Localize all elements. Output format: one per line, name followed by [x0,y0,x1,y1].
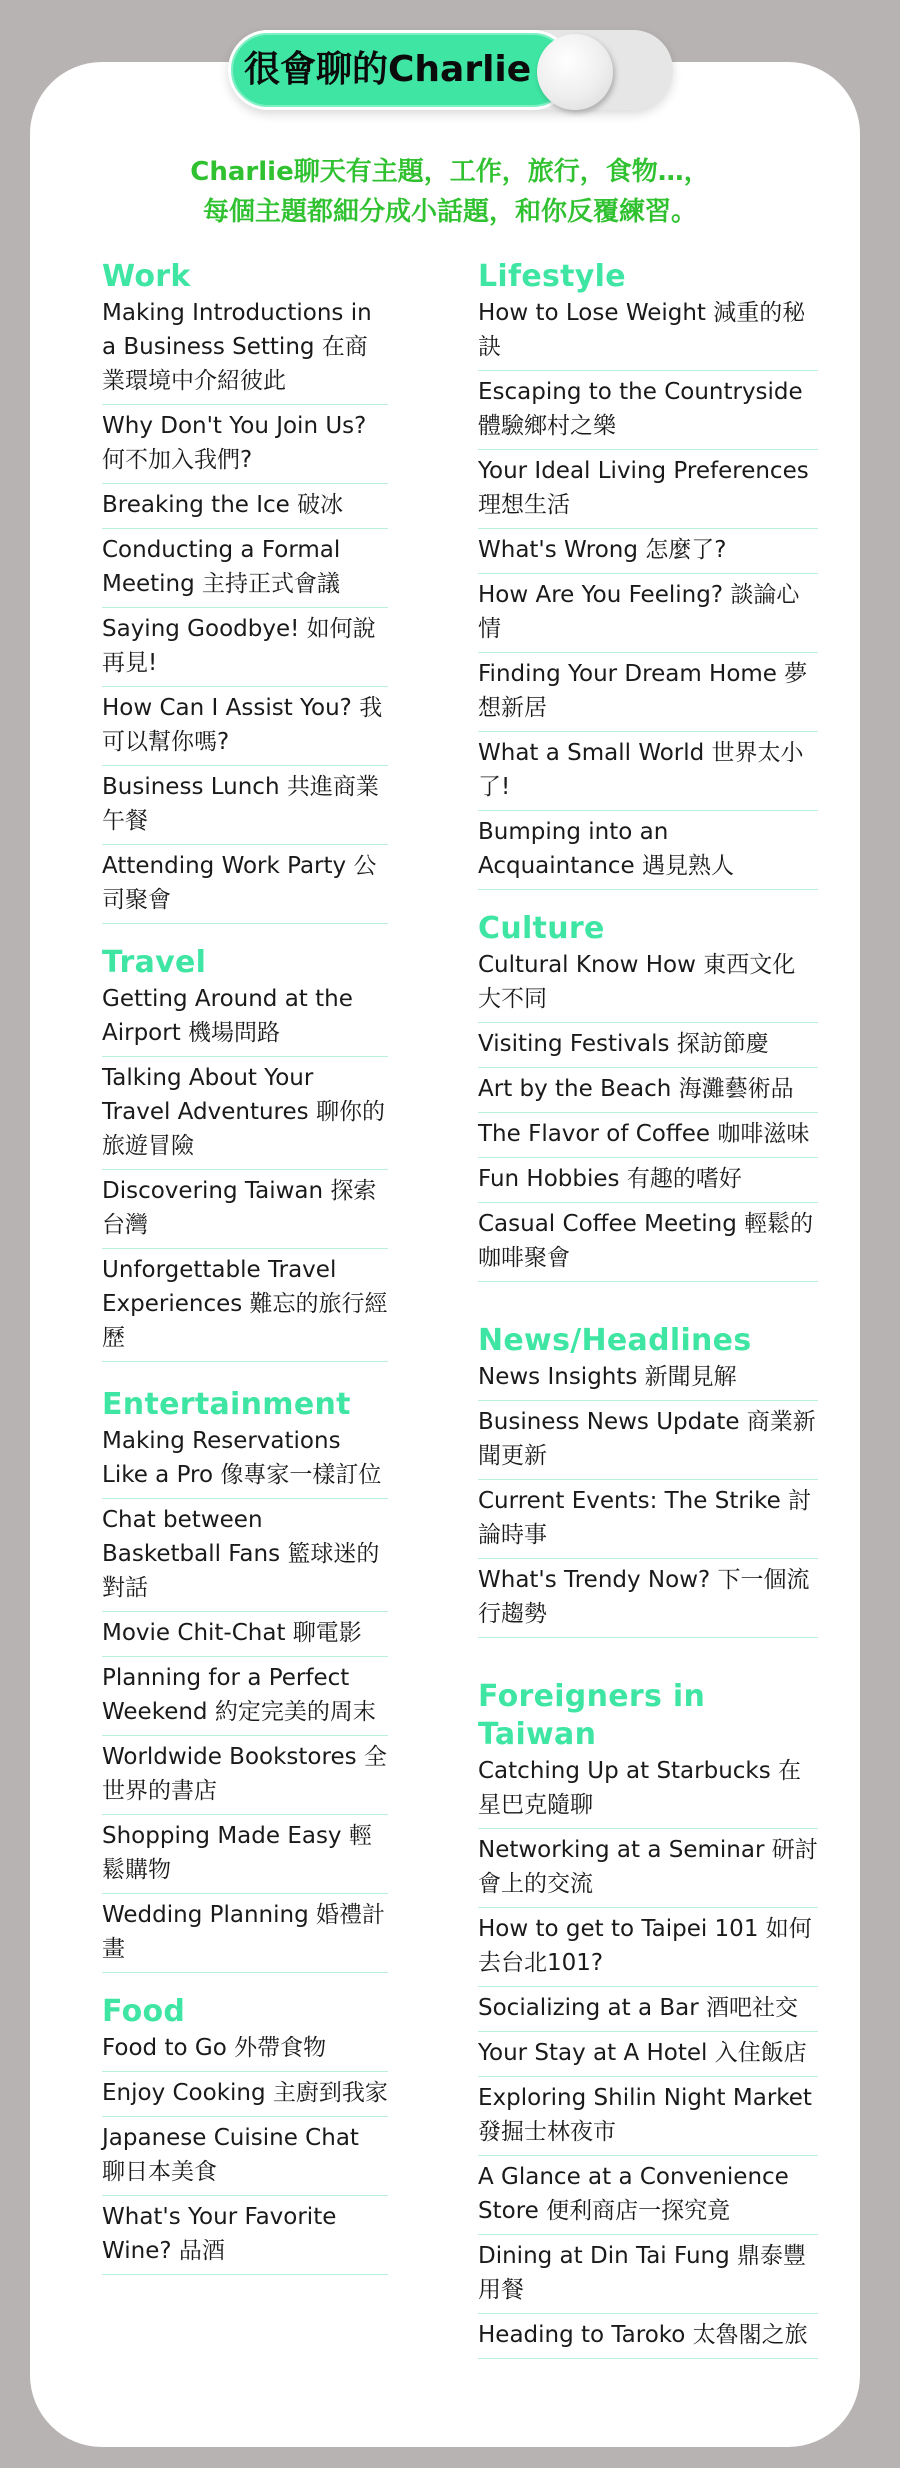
section-entertainment [102,1386,388,1973]
topic-item[interactable]: Enjoy Cooking 主廚到我家 [102,2072,388,2117]
topic-item[interactable]: Shopping Made Easy 輕鬆購物 [102,1815,388,1894]
topic-item[interactable]: What's Trendy Now? 下一個流行趨勢 [478,1559,818,1638]
section-title: Food [102,1994,186,2029]
section-title: Culture [478,911,605,946]
topic-item[interactable]: How Can I Assist You? 我可以幫你嗎? [102,687,388,766]
topic-item[interactable]: Catching Up at Starbucks 在星巴克隨聊 [478,1754,818,1829]
topic-item[interactable]: A Glance at a Convenience Store 便利商店一探究竟 [478,2156,818,2235]
topic-item[interactable]: What's Your Favorite Wine? 品酒 [102,2196,388,2275]
right-column [478,258,818,2373]
topic-item[interactable]: Business Lunch 共進商業午餐 [102,766,388,845]
section-title: Entertainment [102,1387,351,1422]
topic-item[interactable]: Heading to Taroko 太魯閣之旅 [478,2314,818,2359]
topic-item[interactable]: Your Stay at A Hotel 入住飯店 [478,2032,818,2077]
topic-item[interactable]: Business News Update 商業新聞更新 [478,1401,818,1480]
left-column [102,258,388,2289]
section-title: Lifestyle [478,259,626,294]
topic-item[interactable]: Discovering Taiwan 探索台灣 [102,1170,388,1249]
section-title: Travel [102,945,207,980]
topic-item[interactable]: Breaking the Ice 破冰 [102,484,388,529]
topic-item[interactable]: Wedding Planning 婚禮計畫 [102,1894,388,1973]
section-lifestyle [478,258,818,890]
topic-item[interactable]: Exploring Shilin Night Market 發掘士林夜市 [478,2077,818,2156]
topic-item[interactable]: Getting Around at the Airport 機場問路 [102,982,388,1057]
section-culture [478,910,818,1282]
section-work [102,258,388,924]
topic-item[interactable]: Talking About Your Travel Adventures 聊你的旅遊冒險 [102,1057,388,1170]
toggle-knob [537,34,613,110]
topic-item[interactable]: Movie Chit-Chat 聊電影 [102,1612,388,1657]
section-title: Foreigners in Taiwan [478,1679,706,1752]
topic-item[interactable]: Dining at Din Tai Fung 鼎泰豐用餐 [478,2235,818,2314]
topic-item[interactable]: Planning for a Perfect Weekend 約定完美的周末 [102,1657,388,1736]
section-title: News/Headlines [478,1323,752,1358]
topic-item[interactable]: The Flavor of Coffee 咖啡滋味 [478,1113,818,1158]
topic-item[interactable]: Cultural Know How 東西文化大不同 [478,948,818,1023]
topic-item[interactable]: Networking at a Seminar 研討會上的交流 [478,1829,818,1908]
topic-item[interactable]: Conducting a Formal Meeting 主持正式會議 [102,529,388,608]
topic-item[interactable]: What's Wrong 怎麼了? [478,529,818,574]
intro-line-2: 每個主題都細分成小話題，和你反覆練習。 [202,197,697,227]
page-title: 很會聊的Charlie [244,49,532,90]
topic-item[interactable]: Fun Hobbies 有趣的嗜好 [478,1158,818,1203]
topic-item[interactable]: What a Small World 世界太小了! [478,732,818,811]
section-title: Work [102,259,191,294]
topic-item[interactable]: Saying Goodbye! 如何說再見! [102,608,388,687]
topic-item[interactable]: How Are You Feeling? 談論心情 [478,574,818,653]
topic-item[interactable]: Why Don't You Join Us? 何不加入我們? [102,405,388,484]
topic-item[interactable]: Your Ideal Living Preferences 理想生活 [478,450,818,529]
section-travel [102,944,388,1362]
topic-item[interactable]: Art by the Beach 海灘藝術品 [478,1068,818,1113]
section-food [102,1993,388,2275]
topic-item[interactable]: Japanese Cuisine Chat 聊日本美食 [102,2117,388,2196]
section-news-headlines [478,1322,818,1638]
topic-item[interactable]: Visiting Festivals 探訪節慶 [478,1023,818,1068]
topic-item[interactable]: Escaping to the Countryside 體驗鄉村之樂 [478,371,818,450]
topic-item[interactable]: Current Events: The Strike 討論時事 [478,1480,818,1559]
topic-item[interactable]: Attending Work Party 公司聚會 [102,845,388,924]
topic-item[interactable]: How to Lose Weight 減重的秘訣 [478,296,818,371]
topic-item[interactable]: Bumping into an Acquaintance 遇見熟人 [478,811,818,890]
topic-item[interactable]: How to get to Taipei 101 如何去台北101? [478,1908,818,1987]
topic-item[interactable]: Making Reservations Like a Pro 像專家一樣訂位 [102,1424,388,1499]
topic-item[interactable]: Socializing at a Bar 酒吧社交 [478,1987,818,2032]
topic-item[interactable]: Worldwide Bookstores 全世界的書店 [102,1736,388,1815]
topic-item[interactable]: News Insights 新聞見解 [478,1360,818,1401]
topic-item[interactable]: Finding Your Dream Home 夢想新居 [478,653,818,732]
topic-item[interactable]: Food to Go 外帶食物 [102,2031,388,2072]
section-foreigners-in-taiwan [478,1678,818,2359]
topic-item[interactable]: Chat between Basketball Fans 籃球迷的對話 [102,1499,388,1612]
topic-item[interactable]: Unforgettable Travel Experiences 難忘的旅行經歷 [102,1249,388,1362]
topic-item[interactable]: Making Introductions in a Business Setting 在商業環境中介紹彼此 [102,296,388,405]
topic-item[interactable]: Casual Coffee Meeting 輕鬆的咖啡聚會 [478,1203,818,1282]
intro-line-1: Charlie聊天有主題，工作，旅行，食物…， [190,157,710,187]
